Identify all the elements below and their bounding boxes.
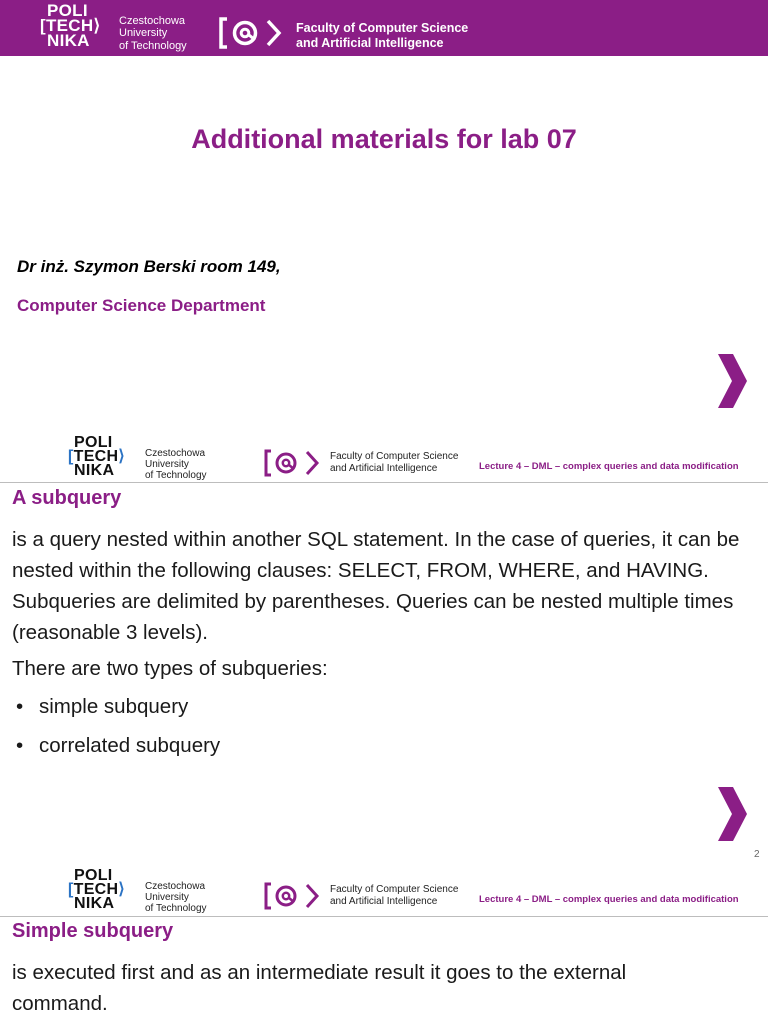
university-line-2: University (119, 27, 168, 40)
slide-title: Additional materials for lab 07 (191, 124, 577, 154)
slide-heading: Simple subquery (12, 920, 174, 942)
politechnika-logo (40, 1, 101, 50)
logo-line-3: NIKA (74, 895, 115, 913)
slide-heading: A subquery (12, 487, 122, 509)
slide-divider (0, 482, 768, 483)
faculty-line-2: and Artificial Intelligence (330, 463, 438, 474)
list-item-text: simple subquery (39, 695, 189, 718)
slide-footer (0, 434, 768, 482)
slide-divider (0, 916, 768, 917)
faculty-line-2: and Artificial Intelligence (296, 36, 444, 50)
faculty-line-2: and Artificial Intelligence (330, 896, 438, 907)
list-item (16, 695, 188, 719)
logo-tech-text: TECH (73, 448, 119, 466)
logo-line-1: POLI (47, 1, 88, 20)
politechnika-logo (68, 436, 125, 478)
lecture-label: Lecture 4 – DML – complex queries and data modification (479, 461, 739, 472)
politechnika-logo (68, 869, 125, 911)
university-name (145, 881, 207, 915)
faculty-line-1: Faculty of Computer Science (330, 884, 459, 895)
logo-tech-text: TECH (73, 881, 119, 899)
lecture-label: Lecture 4 – DML – complex queries and data modification (479, 894, 739, 905)
university-line-1: Czestochowa (145, 881, 206, 892)
faculty-name (330, 451, 458, 475)
faculty-logo-icon (263, 448, 323, 478)
faculty-name (330, 884, 458, 908)
bullet-icon: • (16, 734, 24, 757)
university-line-1: Czestochowa (145, 448, 206, 459)
university-line-3: of Technology (119, 39, 187, 52)
simple-subquery-definition: is executed first and as an intermediate result it goes to the external command. (12, 961, 627, 1015)
university-name (145, 448, 207, 482)
university-line-1: Czestochowa (119, 15, 186, 27)
top-banner (0, 0, 768, 56)
logo-line-2: [TECH⟩ (40, 15, 101, 35)
chevron-right-icon[interactable] (715, 352, 749, 410)
logo-line-2: [TECH⟩ (68, 881, 125, 899)
university-line-2: University (145, 459, 189, 471)
department-name: Computer Science Department (17, 296, 266, 315)
faculty-name (296, 21, 468, 51)
bullet-icon: • (16, 695, 24, 718)
author-line: Dr inż. Szymon Berski room 149, (17, 257, 281, 276)
chevron-right-icon[interactable] (715, 785, 749, 843)
types-intro: There are two types of subqueries: (12, 657, 328, 680)
faculty-line-1: Faculty of Computer Science (330, 451, 459, 462)
list-item (16, 734, 220, 758)
faculty-line-1: Faculty of Computer Science (296, 21, 469, 35)
university-line-2: University (145, 892, 189, 904)
logo-line-1: POLI (74, 434, 113, 451)
logo-line-3: NIKA (74, 462, 115, 480)
university-line-3: of Technology (145, 470, 207, 482)
faculty-logo-icon (218, 16, 286, 50)
page-number: 2 (754, 849, 760, 860)
faculty-logo-icon (263, 881, 323, 911)
logo-line-2: [TECH⟩ (68, 448, 125, 466)
logo-line-1: POLI (74, 867, 113, 884)
university-name (119, 15, 187, 52)
list-item-text: correlated subquery (39, 734, 221, 757)
slide-footer (0, 867, 768, 915)
subquery-definition: is a query nested within another SQL statement. In the case of queries, it can be nested within the following clauses: SELECT, FROM, WHERE, and HAVING. Subqueries are delimited by parentheses. Queries can be nested multiple times (reasonable 3 levels). (12, 528, 740, 644)
university-line-3: of Technology (145, 903, 207, 915)
logo-line-3: NIKA (47, 30, 90, 50)
